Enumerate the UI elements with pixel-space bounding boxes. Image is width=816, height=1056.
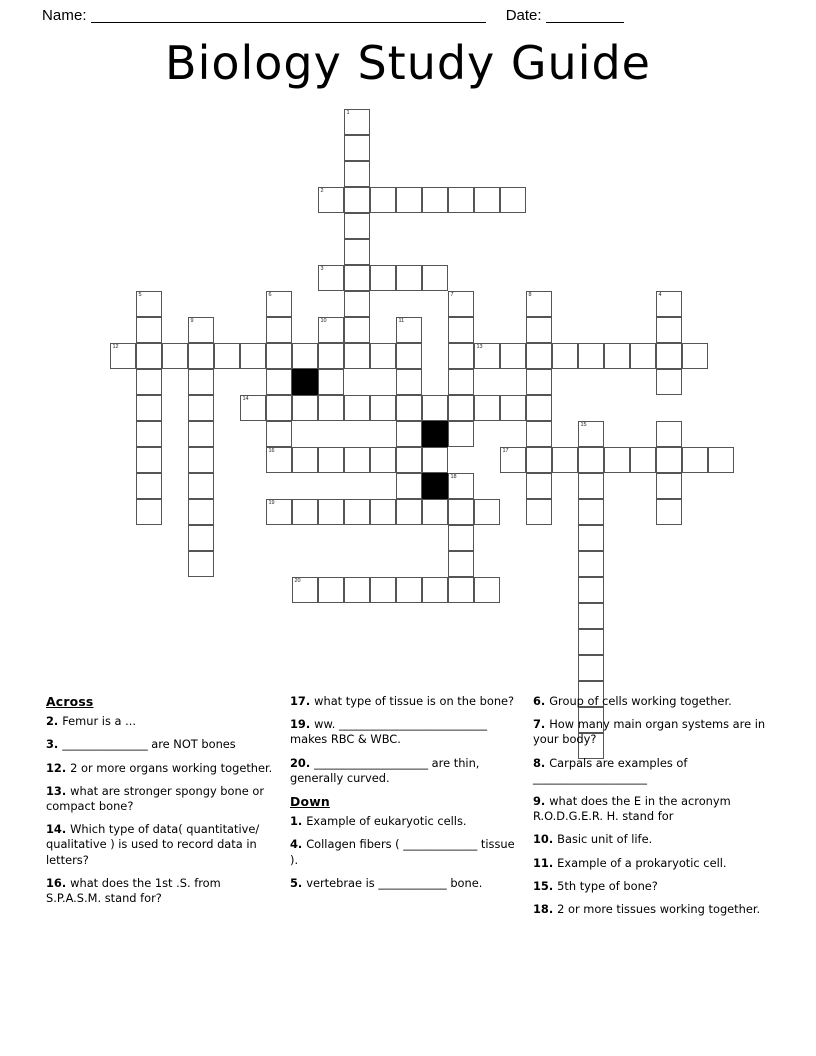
clue-text: Collagen fibers ( _____________ tissue ). xyxy=(290,837,515,867)
grid-cell-blocked xyxy=(292,369,318,395)
grid-cell[interactable] xyxy=(136,291,162,317)
clue-text: Example of eukaryotic cells. xyxy=(306,814,467,829)
grid-cell[interactable] xyxy=(396,369,422,395)
grid-cell-number: 4 xyxy=(658,292,662,298)
grid-cell[interactable] xyxy=(396,473,422,499)
clue-down xyxy=(533,856,773,871)
clue-number: 18. xyxy=(533,902,558,917)
grid-cell[interactable] xyxy=(344,343,370,369)
clue-text: Which type of data( quantitative/ qualitative ) is used to record data in letters? xyxy=(46,822,260,867)
grid-cell[interactable] xyxy=(188,421,214,447)
grid-cell[interactable] xyxy=(578,603,604,629)
grid-cell[interactable] xyxy=(578,629,604,655)
grid-cell[interactable] xyxy=(656,369,682,395)
grid-cell[interactable] xyxy=(162,343,188,369)
clue-number: 2. xyxy=(46,714,63,729)
clue-down xyxy=(533,717,773,747)
grid-cell[interactable] xyxy=(318,343,344,369)
grid-cell[interactable] xyxy=(422,187,448,213)
grid-cell[interactable] xyxy=(370,265,396,291)
grid-cell[interactable] xyxy=(370,187,396,213)
grid-cell[interactable] xyxy=(526,473,552,499)
crossword-grid xyxy=(0,105,816,625)
across-heading: Across xyxy=(46,694,94,709)
clues-column-2 xyxy=(290,694,522,899)
grid-cell-number: 1 xyxy=(346,110,350,116)
grid-cell[interactable] xyxy=(266,499,292,525)
grid-cell-number: 20 xyxy=(294,578,301,584)
grid-cell[interactable] xyxy=(526,499,552,525)
grid-cell[interactable] xyxy=(344,265,370,291)
grid-cell[interactable] xyxy=(240,395,266,421)
grid-cell[interactable] xyxy=(656,343,682,369)
grid-cell-number: 15 xyxy=(580,422,587,428)
clue-number: 9. xyxy=(533,794,550,809)
grid-cell[interactable] xyxy=(292,577,318,603)
clue-text: what are stronger spongy bone or compact bone? xyxy=(46,783,265,814)
grid-cell-number: 16 xyxy=(268,448,275,454)
clue-down xyxy=(290,837,522,867)
grid-cell[interactable] xyxy=(422,447,448,473)
grid-cell[interactable] xyxy=(396,395,422,421)
grid-cell[interactable] xyxy=(370,499,396,525)
grid-cell[interactable] xyxy=(292,499,318,525)
grid-cell[interactable] xyxy=(266,291,292,317)
clue-text: what does the E in the acronym R.O.D.G.E.R. H. stand for xyxy=(533,794,731,824)
grid-cell[interactable] xyxy=(578,655,604,681)
grid-cell[interactable] xyxy=(474,577,500,603)
grid-cell[interactable] xyxy=(396,317,422,343)
clue-number: 8. xyxy=(533,755,550,770)
clue-across xyxy=(46,784,278,814)
grid-cell[interactable] xyxy=(318,395,344,421)
grid-cell[interactable] xyxy=(500,447,526,473)
clue-text: what does the 1st .S. from S.P.A.S.M. stand for? xyxy=(46,875,221,906)
grid-cell[interactable] xyxy=(578,525,604,551)
grid-cell[interactable] xyxy=(318,577,344,603)
grid-cell-number: 18 xyxy=(450,474,457,480)
grid-cell[interactable] xyxy=(526,369,552,395)
grid-cell-number: 5 xyxy=(138,292,142,298)
grid-cell[interactable] xyxy=(448,395,474,421)
grid-cell[interactable] xyxy=(500,343,526,369)
grid-cell[interactable] xyxy=(578,343,604,369)
grid-cell[interactable] xyxy=(188,343,214,369)
grid-cell[interactable] xyxy=(136,369,162,395)
grid-cell[interactable] xyxy=(318,317,344,343)
grid-cell[interactable] xyxy=(292,343,318,369)
grid-cell[interactable] xyxy=(578,499,604,525)
grid-cell[interactable] xyxy=(448,551,474,577)
grid-cell[interactable] xyxy=(188,473,214,499)
grid-cell[interactable] xyxy=(344,213,370,239)
grid-cell[interactable] xyxy=(136,317,162,343)
grid-cell[interactable] xyxy=(630,447,656,473)
grid-cell[interactable] xyxy=(448,577,474,603)
grid-cell-number: 8 xyxy=(528,292,532,298)
grid-cell[interactable] xyxy=(474,499,500,525)
grid-cell[interactable] xyxy=(630,343,656,369)
clue-across xyxy=(290,756,522,786)
grid-cell[interactable] xyxy=(448,317,474,343)
grid-cell[interactable] xyxy=(656,291,682,317)
grid-cell[interactable] xyxy=(578,421,604,447)
name-label: Name: xyxy=(42,6,87,24)
grid-cell[interactable] xyxy=(188,369,214,395)
clue-number: 15. xyxy=(533,878,558,893)
grid-cell[interactable] xyxy=(578,447,604,473)
clue-number: 4. xyxy=(290,837,307,852)
grid-cell[interactable] xyxy=(474,395,500,421)
grid-cell-number: 7 xyxy=(450,292,454,298)
clue-down xyxy=(533,794,773,824)
clue-text: _______________ are NOT bones xyxy=(62,737,236,752)
grid-cell[interactable] xyxy=(136,421,162,447)
clue-across xyxy=(290,694,522,709)
grid-cell[interactable] xyxy=(526,447,552,473)
clue-across xyxy=(46,714,278,729)
grid-cell[interactable] xyxy=(448,369,474,395)
grid-cell[interactable] xyxy=(136,343,162,369)
grid-cell[interactable] xyxy=(136,447,162,473)
grid-cell[interactable] xyxy=(500,187,526,213)
grid-cell[interactable] xyxy=(266,421,292,447)
grid-cell[interactable] xyxy=(214,343,240,369)
clue-text: Group of cells working together. xyxy=(549,694,732,708)
grid-cell[interactable] xyxy=(604,343,630,369)
grid-cell[interactable] xyxy=(136,499,162,525)
clue-across xyxy=(290,717,522,747)
grid-cell[interactable] xyxy=(344,187,370,213)
grid-cell[interactable] xyxy=(370,577,396,603)
grid-cell[interactable] xyxy=(344,135,370,161)
clue-down xyxy=(533,902,773,917)
grid-cell[interactable] xyxy=(396,499,422,525)
clue-text: 5th type of bone? xyxy=(557,878,658,893)
grid-cell[interactable] xyxy=(188,551,214,577)
clue-number: 5. xyxy=(290,875,307,890)
grid-cell-number: 3 xyxy=(320,266,324,272)
grid-cell[interactable] xyxy=(552,447,578,473)
grid-cell[interactable] xyxy=(396,421,422,447)
grid-cell[interactable] xyxy=(188,525,214,551)
grid-cell[interactable] xyxy=(448,343,474,369)
grid-cell[interactable] xyxy=(344,447,370,473)
clue-text: what type of tissue is on the bone? xyxy=(314,694,515,708)
grid-cell[interactable] xyxy=(344,239,370,265)
clue-down xyxy=(533,879,773,894)
page-title: Biology Study Guide xyxy=(165,36,651,90)
date-label: Date: xyxy=(505,6,542,24)
grid-cell[interactable] xyxy=(136,395,162,421)
grid-cell[interactable] xyxy=(708,447,734,473)
grid-cell[interactable] xyxy=(396,447,422,473)
grid-cell[interactable] xyxy=(448,421,474,447)
clue-across xyxy=(46,876,278,906)
grid-cell[interactable] xyxy=(318,499,344,525)
clue-number: 16. xyxy=(46,875,71,890)
grid-cell[interactable] xyxy=(344,577,370,603)
grid-cell-number: 9 xyxy=(190,318,194,324)
grid-cell[interactable] xyxy=(500,395,526,421)
grid-cell[interactable] xyxy=(474,187,500,213)
grid-cell[interactable] xyxy=(396,265,422,291)
clue-down xyxy=(533,694,773,709)
grid-cell[interactable] xyxy=(318,187,344,213)
grid-cell[interactable] xyxy=(396,577,422,603)
grid-cell[interactable] xyxy=(682,447,708,473)
clue-number: 7. xyxy=(533,717,550,732)
grid-cell-number: 10 xyxy=(320,318,327,324)
clues-column-3 xyxy=(533,694,773,925)
name-write-line[interactable] xyxy=(91,22,486,23)
clue-down xyxy=(533,832,773,847)
grid-cell-blocked xyxy=(422,473,448,499)
grid-cell-number: 17 xyxy=(502,448,509,454)
grid-cell[interactable] xyxy=(318,265,344,291)
grid-cell[interactable] xyxy=(266,343,292,369)
grid-cell[interactable] xyxy=(422,395,448,421)
grid-cell[interactable] xyxy=(656,473,682,499)
clue-number: 13. xyxy=(46,783,71,798)
clue-text: ww. __________________________ makes RBC & WBC. xyxy=(290,717,488,747)
grid-cell[interactable] xyxy=(448,291,474,317)
date-write-line[interactable] xyxy=(546,22,624,23)
grid-cell[interactable] xyxy=(266,317,292,343)
clue-text: vertebrae is ____________ bone. xyxy=(306,875,483,890)
grid-cell[interactable] xyxy=(682,343,708,369)
grid-cell[interactable] xyxy=(422,265,448,291)
grid-cell[interactable] xyxy=(292,395,318,421)
clues-column-1 xyxy=(46,694,278,914)
grid-cell[interactable] xyxy=(110,343,136,369)
grid-cell[interactable] xyxy=(422,577,448,603)
grid-cell[interactable] xyxy=(396,343,422,369)
clue-text: Carpals are examples of ____________________ xyxy=(533,755,688,785)
grid-cell[interactable] xyxy=(266,447,292,473)
grid-cell[interactable] xyxy=(656,447,682,473)
clue-number: 11. xyxy=(533,855,558,870)
clue-across xyxy=(46,737,278,752)
grid-cell[interactable] xyxy=(526,421,552,447)
clue-number: 10. xyxy=(533,832,558,847)
grid-cell[interactable] xyxy=(656,499,682,525)
clue-down xyxy=(290,876,522,891)
grid-cell[interactable] xyxy=(604,447,630,473)
grid-cell[interactable] xyxy=(552,343,578,369)
clue-across xyxy=(46,822,278,868)
grid-cell[interactable] xyxy=(526,395,552,421)
clue-across xyxy=(46,761,278,776)
grid-cell[interactable] xyxy=(578,473,604,499)
grid-cell-number: 13 xyxy=(476,344,483,350)
down-heading: Down xyxy=(290,794,330,810)
clue-number: 19. xyxy=(290,717,315,732)
grid-cell[interactable] xyxy=(370,343,396,369)
grid-cell[interactable] xyxy=(266,369,292,395)
clue-text: Basic unit of life. xyxy=(557,832,653,847)
clue-number: 1. xyxy=(290,814,307,829)
clue-down xyxy=(290,814,522,829)
clue-text: ____________________ are thin, generally curved. xyxy=(290,755,480,785)
grid-cell[interactable] xyxy=(656,317,682,343)
grid-cell[interactable] xyxy=(266,395,292,421)
grid-cell[interactable] xyxy=(474,343,500,369)
grid-cell[interactable] xyxy=(188,395,214,421)
grid-cell[interactable] xyxy=(344,161,370,187)
clue-number: 12. xyxy=(46,760,71,775)
grid-cell[interactable] xyxy=(422,499,448,525)
worksheet-header xyxy=(0,0,816,30)
grid-cell[interactable] xyxy=(448,499,474,525)
grid-cell-blocked xyxy=(422,421,448,447)
clue-text: How many main organ systems are in your body? xyxy=(533,717,766,747)
grid-cell[interactable] xyxy=(240,343,266,369)
grid-cell[interactable] xyxy=(526,343,552,369)
grid-cell[interactable] xyxy=(344,395,370,421)
grid-cell[interactable] xyxy=(318,369,344,395)
grid-cell[interactable] xyxy=(448,525,474,551)
grid-cell[interactable] xyxy=(188,317,214,343)
clue-number: 20. xyxy=(290,755,315,770)
grid-cell[interactable] xyxy=(188,499,214,525)
grid-cell[interactable] xyxy=(448,187,474,213)
clue-number: 6. xyxy=(533,694,550,708)
grid-cell[interactable] xyxy=(370,395,396,421)
grid-cell[interactable] xyxy=(578,551,604,577)
grid-cell-number: 11 xyxy=(398,318,405,324)
grid-cell[interactable] xyxy=(370,447,396,473)
clue-text: Example of a prokaryotic cell. xyxy=(557,855,727,870)
clue-number: 17. xyxy=(290,694,315,708)
grid-cell-number: 6 xyxy=(268,292,272,298)
grid-cell[interactable] xyxy=(188,447,214,473)
grid-cell[interactable] xyxy=(344,499,370,525)
grid-cell[interactable] xyxy=(292,447,318,473)
grid-cell[interactable] xyxy=(526,317,552,343)
grid-cell[interactable] xyxy=(136,473,162,499)
grid-cell-number: 19 xyxy=(268,500,275,506)
grid-cell-number: 12 xyxy=(112,344,119,350)
clue-text: 2 or more tissues working together. xyxy=(557,902,761,917)
clues-section xyxy=(0,694,816,994)
grid-cell-number: 14 xyxy=(242,396,249,402)
clue-down xyxy=(533,756,773,786)
clue-text: 2 or more organs working together. xyxy=(70,760,273,775)
grid-cell[interactable] xyxy=(344,291,370,317)
clue-number: 3. xyxy=(46,737,63,752)
grid-cell[interactable] xyxy=(578,577,604,603)
grid-cell[interactable] xyxy=(344,317,370,343)
grid-cell[interactable] xyxy=(318,447,344,473)
grid-cell[interactable] xyxy=(396,187,422,213)
grid-cell[interactable] xyxy=(344,109,370,135)
clue-text: Femur is a ... xyxy=(62,714,136,729)
grid-cell[interactable] xyxy=(448,473,474,499)
grid-cell[interactable] xyxy=(656,421,682,447)
grid-cell[interactable] xyxy=(526,291,552,317)
grid-cell-number: 2 xyxy=(320,188,324,194)
clue-number: 14. xyxy=(46,822,71,837)
